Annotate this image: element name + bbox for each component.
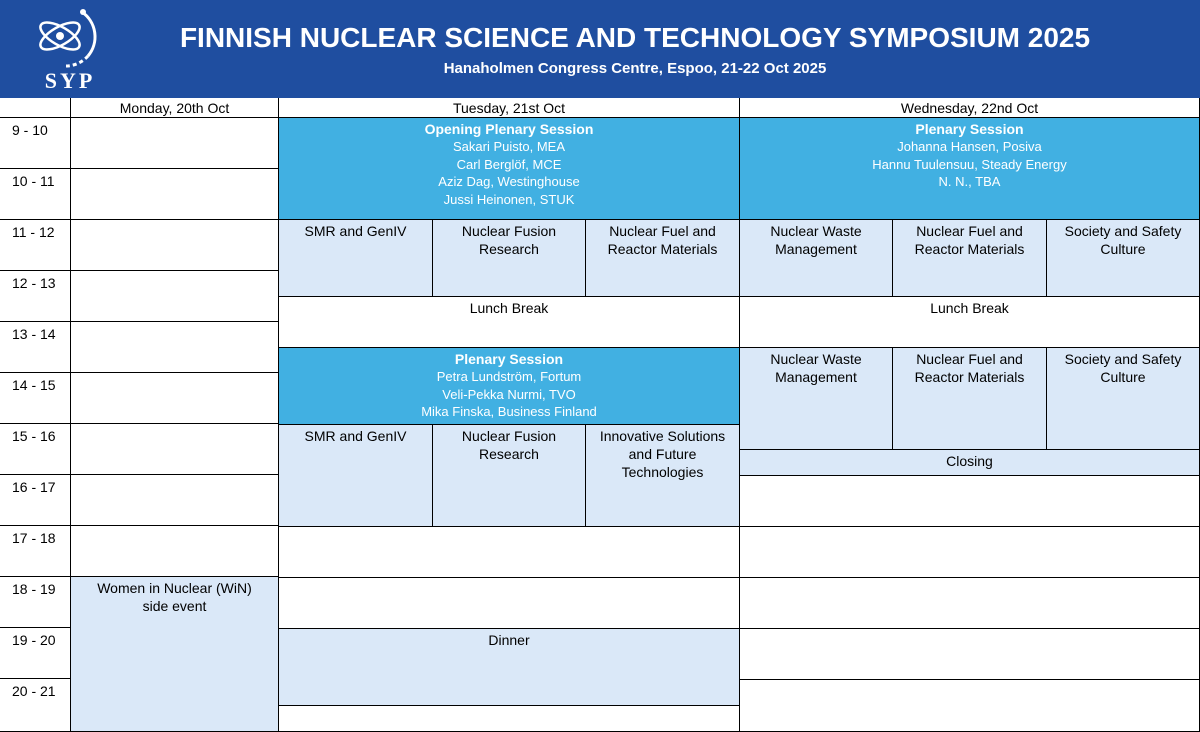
logo-text: SYP [44, 68, 96, 93]
session-opening-plenary [279, 118, 740, 220]
speaker: Petra Lundström, Fortum [436, 369, 582, 384]
session-tue-fusion-pm: Nuclear Fusion Research [433, 425, 586, 527]
time-slot: 13 - 14 [0, 322, 71, 373]
session-wed-waste-pm: Nuclear Waste Management [740, 348, 893, 450]
session-wed-waste: Nuclear Waste Management [740, 220, 893, 297]
empty-cell [71, 475, 279, 526]
speaker: Mika Finska, Business Finland [421, 404, 597, 419]
dinner: Dinner [279, 629, 740, 706]
atom-icon [20, 4, 120, 72]
speaker: Hannu Tuulensuu, Steady Energy [872, 156, 1067, 172]
session-tue-smr-pm: SMR and GenIV [279, 425, 433, 527]
session-title: Opening Plenary Session [424, 121, 594, 137]
day-header-wednesday: Wednesday, 22nd Oct [740, 98, 1200, 118]
lunch-break-tuesday: Lunch Break [279, 297, 740, 348]
session-tue-fuel: Nuclear Fuel and Reactor Materials [586, 220, 740, 297]
session-wed-fuel-pm: Nuclear Fuel and Reactor Materials [893, 348, 1047, 450]
time-slot: 18 - 19 [0, 577, 71, 628]
empty-cell [279, 527, 740, 578]
empty-cell [71, 220, 279, 271]
empty-cell [279, 706, 740, 732]
empty-cell [71, 373, 279, 424]
time-slot: 12 - 13 [0, 271, 71, 322]
lunch-break-wednesday: Lunch Break [740, 297, 1200, 348]
closing: Closing [740, 450, 1200, 476]
empty-cell [740, 578, 1200, 629]
corner-cell [0, 98, 71, 118]
empty-cell [71, 169, 279, 220]
empty-cell [279, 578, 740, 629]
speaker: Jussi Heinonen, STUK [443, 191, 575, 207]
speaker: Carl Berglöf, MCE [456, 156, 562, 172]
time-slot: 10 - 11 [0, 169, 71, 220]
speaker: Sakari Puisto, MEA [453, 139, 565, 154]
time-slot: 16 - 17 [0, 475, 71, 526]
schedule-table [0, 98, 1200, 732]
empty-cell [740, 476, 1200, 527]
speaker: Veli-Pekka Nurmi, TVO [442, 386, 576, 402]
session-tue-plenary [279, 348, 740, 425]
time-slot: 9 - 10 [0, 118, 71, 169]
speaker: N. N., TBA [938, 174, 1001, 189]
header-banner [0, 0, 1200, 98]
empty-cell [740, 527, 1200, 578]
session-tue-innovative: Innovative Solutions and Future Technologies [586, 425, 740, 527]
session-wed-society-pm: Society and Safety Culture [1047, 348, 1200, 450]
syp-logo [20, 4, 120, 94]
time-slot: 19 - 20 [0, 628, 71, 679]
session-win-side-event: Women in Nuclear (WiN) side event [71, 577, 279, 732]
time-slot: 20 - 21 [0, 679, 71, 732]
empty-cell [740, 629, 1200, 680]
session-title: Plenary Session [454, 351, 564, 367]
time-slot: 11 - 12 [0, 220, 71, 271]
day-header-monday: Monday, 20th Oct [71, 98, 279, 118]
session-wed-society: Society and Safety Culture [1047, 220, 1200, 297]
session-tue-fusion: Nuclear Fusion Research [433, 220, 586, 297]
session-wed-fuel: Nuclear Fuel and Reactor Materials [893, 220, 1047, 297]
time-slot: 17 - 18 [0, 526, 71, 577]
time-slot: 15 - 16 [0, 424, 71, 475]
session-tue-smr: SMR and GenIV [279, 220, 433, 297]
session-wed-plenary [740, 118, 1200, 220]
session-title: Plenary Session [915, 121, 1024, 137]
page-subtitle: Hanaholmen Congress Centre, Espoo, 21-22 Oct 2025 [443, 60, 827, 77]
empty-cell [71, 526, 279, 577]
speaker: Aziz Dag, Westinghouse [438, 174, 580, 189]
empty-cell [71, 118, 279, 169]
time-slot: 14 - 15 [0, 373, 71, 424]
empty-cell [71, 424, 279, 475]
speaker: Johanna Hansen, Posiva [897, 139, 1042, 154]
empty-cell [71, 322, 279, 373]
empty-cell [71, 271, 279, 322]
day-header-tuesday: Tuesday, 21st Oct [279, 98, 740, 118]
empty-cell [740, 680, 1200, 732]
page-title: FINNISH NUCLEAR SCIENCE AND TECHNOLOGY SYMPOSIUM 2025 [179, 22, 1091, 53]
